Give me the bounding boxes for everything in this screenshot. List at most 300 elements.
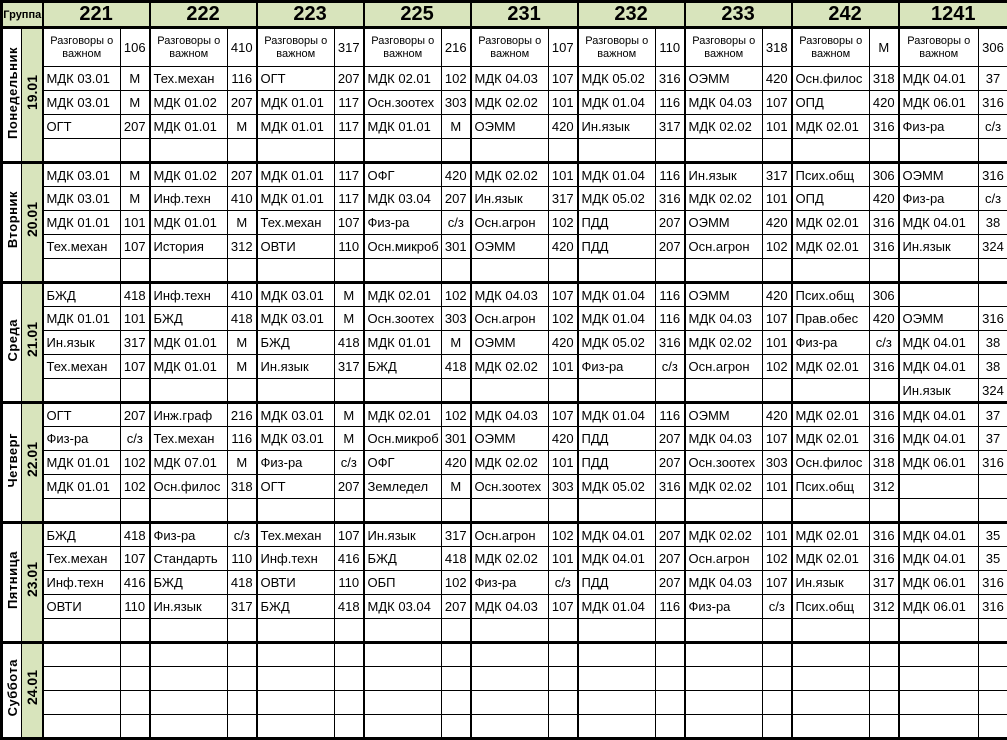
cell-subject[interactable]: МДК 06.01 (899, 451, 979, 475)
cell-subject[interactable] (685, 667, 763, 691)
cell-room[interactable]: 116 (228, 67, 257, 91)
cell-subject[interactable]: БЖД (364, 547, 442, 571)
cell-subject[interactable]: МДК 01.01 (150, 331, 228, 355)
cell-subject[interactable]: Осн.агрон (471, 211, 549, 235)
cell-subject[interactable] (364, 643, 442, 667)
cell-subject[interactable] (471, 139, 549, 163)
cell-room[interactable]: 107 (549, 28, 578, 67)
cell-subject[interactable]: МДК 02.01 (364, 67, 442, 91)
cell-room[interactable] (979, 139, 1007, 163)
cell-room[interactable] (549, 139, 578, 163)
cell-subject[interactable]: Осн.агрон (471, 307, 549, 331)
cell-subject[interactable]: Псих.общ (792, 163, 870, 187)
cell-room[interactable] (228, 715, 257, 739)
cell-subject[interactable] (150, 379, 228, 403)
cell-subject[interactable]: ОПД (792, 187, 870, 211)
cell-room[interactable]: 418 (228, 571, 257, 595)
cell-room[interactable]: М (228, 355, 257, 379)
cell-room[interactable]: 107 (335, 211, 364, 235)
day-cell[interactable] (2, 28, 22, 163)
cell-subject[interactable]: ОГТ (43, 115, 121, 139)
cell-room[interactable] (228, 691, 257, 715)
cell-subject[interactable]: МДК 02.01 (792, 427, 870, 451)
cell-room[interactable] (121, 643, 150, 667)
cell-subject[interactable]: ОВТИ (43, 595, 121, 619)
cell-subject[interactable]: МДК 01.01 (364, 331, 442, 355)
cell-subject[interactable]: Физ-ра (150, 523, 228, 547)
cell-subject[interactable] (257, 619, 335, 643)
cell-room[interactable] (549, 715, 578, 739)
cell-room[interactable] (870, 499, 899, 523)
cell-subject[interactable] (257, 715, 335, 739)
cell-subject[interactable] (792, 667, 870, 691)
cell-subject[interactable]: Осн.агрон (685, 355, 763, 379)
cell-room[interactable]: 207 (121, 115, 150, 139)
cell-subject[interactable]: Осн.филос (150, 475, 228, 499)
cell-subject[interactable]: МДК 03.01 (43, 187, 121, 211)
cell-subject[interactable] (471, 499, 549, 523)
cell-room[interactable] (121, 499, 150, 523)
cell-subject[interactable]: МДК 01.01 (257, 163, 335, 187)
cell-subject[interactable]: ОГТ (257, 67, 335, 91)
cell-subject[interactable]: Инф.техн (257, 547, 335, 571)
cell-subject[interactable]: ОЭММ (685, 67, 763, 91)
group-header[interactable]: 242 (792, 2, 899, 28)
cell-room[interactable] (121, 691, 150, 715)
cell-subject[interactable]: Осн.зоотех (364, 307, 442, 331)
cell-room[interactable] (335, 667, 364, 691)
cell-subject[interactable]: МДК 04.03 (685, 307, 763, 331)
cell-room[interactable]: 207 (228, 163, 257, 187)
cell-subject[interactable]: МДК 02.01 (792, 523, 870, 547)
cell-subject[interactable]: ОГТ (43, 403, 121, 427)
cell-room[interactable]: с/з (763, 595, 792, 619)
cell-room[interactable]: 418 (335, 595, 364, 619)
cell-room[interactable]: 116 (656, 403, 685, 427)
cell-subject[interactable]: Осн.микроб (364, 427, 442, 451)
cell-subject[interactable]: МДК 01.01 (257, 187, 335, 211)
cell-subject[interactable] (578, 715, 656, 739)
cell-room[interactable]: 116 (656, 307, 685, 331)
cell-subject[interactable]: БЖД (257, 595, 335, 619)
cell-room[interactable]: 316 (979, 163, 1007, 187)
cell-subject[interactable]: МДК 01.01 (150, 355, 228, 379)
cell-subject[interactable]: Ин.язык (685, 163, 763, 187)
cell-subject[interactable]: ОПД (792, 91, 870, 115)
cell-room[interactable]: 38 (979, 331, 1007, 355)
cell-room[interactable] (335, 619, 364, 643)
cell-room[interactable]: 420 (442, 163, 471, 187)
date-cell[interactable] (22, 643, 43, 739)
cell-subject[interactable] (899, 643, 979, 667)
group-header[interactable]: 223 (257, 2, 364, 28)
cell-room[interactable]: 420 (549, 331, 578, 355)
cell-room[interactable]: 207 (656, 547, 685, 571)
cell-room[interactable]: 420 (549, 427, 578, 451)
cell-room[interactable]: 35 (979, 523, 1007, 547)
cell-room[interactable] (870, 715, 899, 739)
cell-subject[interactable] (899, 715, 979, 739)
cell-room[interactable]: 410 (228, 28, 257, 67)
cell-room[interactable] (656, 619, 685, 643)
cell-room[interactable] (763, 667, 792, 691)
cell-room[interactable]: М (442, 331, 471, 355)
cell-room[interactable]: 102 (549, 211, 578, 235)
cell-subject[interactable]: Инф.техн (150, 283, 228, 307)
cell-room[interactable] (763, 619, 792, 643)
cell-subject[interactable] (899, 691, 979, 715)
cell-room[interactable]: 316 (870, 355, 899, 379)
cell-room[interactable]: 301 (442, 427, 471, 451)
cell-subject[interactable]: МДК 05.02 (578, 475, 656, 499)
cell-room[interactable] (549, 619, 578, 643)
cell-room[interactable]: 207 (121, 403, 150, 427)
cell-subject[interactable] (257, 379, 335, 403)
cell-room[interactable]: 102 (549, 307, 578, 331)
cell-subject[interactable]: Осн.зоотех (364, 91, 442, 115)
cell-subject[interactable]: Физ-ра (364, 211, 442, 235)
cell-room[interactable]: 306 (870, 163, 899, 187)
cell-room[interactable]: 317 (442, 523, 471, 547)
cell-room[interactable] (442, 643, 471, 667)
cell-subject[interactable]: Осн.агрон (685, 235, 763, 259)
cell-subject[interactable]: Земледел (364, 475, 442, 499)
cell-room[interactable]: 101 (549, 163, 578, 187)
cell-subject[interactable]: БЖД (257, 331, 335, 355)
cell-subject[interactable]: Тех.механ (43, 235, 121, 259)
cell-subject[interactable]: ОЭММ (471, 235, 549, 259)
cell-subject[interactable]: МДК 01.04 (578, 403, 656, 427)
cell-room[interactable] (442, 379, 471, 403)
cell-subject[interactable] (899, 499, 979, 523)
cell-subject[interactable]: МДК 02.02 (685, 331, 763, 355)
cell-subject[interactable] (150, 259, 228, 283)
cell-subject[interactable]: МДК 03.01 (257, 403, 335, 427)
cell-room[interactable]: с/з (979, 187, 1007, 211)
cell-subject[interactable]: БЖД (150, 307, 228, 331)
cell-room[interactable]: 107 (549, 283, 578, 307)
cell-room[interactable]: 316 (979, 307, 1007, 331)
cell-subject[interactable] (364, 691, 442, 715)
cell-room[interactable] (979, 667, 1007, 691)
cell-room[interactable]: 102 (442, 283, 471, 307)
cell-subject[interactable]: МДК 03.01 (257, 283, 335, 307)
cell-room[interactable] (335, 139, 364, 163)
cell-subject[interactable] (471, 715, 549, 739)
cell-room[interactable]: 101 (121, 211, 150, 235)
cell-room[interactable] (335, 499, 364, 523)
cell-subject[interactable]: МДК 04.01 (899, 67, 979, 91)
cell-subject[interactable]: МДК 02.02 (685, 115, 763, 139)
cell-room[interactable]: 207 (335, 475, 364, 499)
cell-room[interactable]: 37 (979, 403, 1007, 427)
cell-subject[interactable] (257, 667, 335, 691)
cell-room[interactable]: 117 (335, 163, 364, 187)
cell-subject[interactable] (150, 691, 228, 715)
cell-subject[interactable]: ОЭММ (471, 115, 549, 139)
cell-subject[interactable] (578, 619, 656, 643)
cell-room[interactable]: 102 (442, 571, 471, 595)
cell-room[interactable]: 101 (549, 547, 578, 571)
cell-room[interactable] (656, 691, 685, 715)
cell-room[interactable]: 116 (228, 427, 257, 451)
cell-subject[interactable] (43, 619, 121, 643)
cell-subject[interactable]: Осн.агрон (471, 523, 549, 547)
cell-room[interactable] (979, 259, 1007, 283)
cell-subject[interactable]: Тех.механ (257, 211, 335, 235)
cell-subject[interactable] (471, 619, 549, 643)
cell-room[interactable]: 207 (442, 595, 471, 619)
cell-room[interactable]: М (335, 307, 364, 331)
cell-subject[interactable]: МДК 01.01 (43, 475, 121, 499)
cell-room[interactable]: 324 (979, 379, 1007, 403)
cell-room[interactable] (979, 499, 1007, 523)
cell-room[interactable] (763, 139, 792, 163)
cell-subject[interactable]: Физ-ра (578, 355, 656, 379)
cell-subject[interactable] (792, 643, 870, 667)
cell-subject[interactable]: МДК 01.02 (150, 91, 228, 115)
cell-room[interactable] (121, 259, 150, 283)
cell-room[interactable]: 316 (979, 91, 1007, 115)
cell-subject[interactable] (578, 643, 656, 667)
cell-subject[interactable]: МДК 06.01 (899, 571, 979, 595)
cell-room[interactable]: 102 (442, 403, 471, 427)
cell-room[interactable]: 216 (442, 28, 471, 67)
cell-subject[interactable]: МДК 01.04 (578, 307, 656, 331)
cell-room[interactable] (979, 475, 1007, 499)
cell-room[interactable]: 102 (763, 355, 792, 379)
cell-subject[interactable] (685, 619, 763, 643)
cell-room[interactable]: 107 (763, 571, 792, 595)
group-header[interactable]: 1241 (899, 2, 1007, 28)
cell-room[interactable] (763, 691, 792, 715)
cell-subject[interactable]: МДК 02.02 (685, 187, 763, 211)
cell-subject[interactable]: МДК 01.01 (43, 307, 121, 331)
cell-room[interactable]: 101 (763, 475, 792, 499)
cell-room[interactable]: М (228, 115, 257, 139)
cell-subject[interactable]: Физ-ра (257, 451, 335, 475)
cell-room[interactable]: 107 (763, 427, 792, 451)
cell-room[interactable]: 101 (763, 331, 792, 355)
cell-subject[interactable]: МДК 04.03 (471, 403, 549, 427)
cell-subject[interactable]: Ин.язык (899, 235, 979, 259)
cell-subject[interactable]: Псих.общ (792, 595, 870, 619)
cell-subject[interactable]: Инф.техн (43, 571, 121, 595)
cell-subject[interactable]: МДК 02.02 (471, 451, 549, 475)
cell-room[interactable]: 420 (763, 67, 792, 91)
cell-subject[interactable] (685, 379, 763, 403)
day-cell[interactable] (2, 523, 22, 643)
cell-room[interactable]: М (335, 283, 364, 307)
cell-room[interactable]: М (121, 67, 150, 91)
cell-room[interactable]: 101 (763, 115, 792, 139)
cell-room[interactable] (335, 379, 364, 403)
cell-subject[interactable]: Псих.общ (792, 475, 870, 499)
cell-room[interactable]: 420 (549, 115, 578, 139)
cell-room[interactable]: 416 (335, 547, 364, 571)
cell-subject[interactable]: МДК 02.01 (364, 283, 442, 307)
cell-room[interactable]: 303 (442, 91, 471, 115)
cell-room[interactable] (228, 619, 257, 643)
cell-subject[interactable]: МДК 01.04 (578, 283, 656, 307)
cell-room[interactable] (656, 715, 685, 739)
cell-subject[interactable]: МДК 04.03 (471, 595, 549, 619)
cell-room[interactable] (763, 259, 792, 283)
cell-subject[interactable]: МДК 02.01 (364, 403, 442, 427)
cell-subject[interactable]: Ин.язык (471, 187, 549, 211)
cell-subject[interactable]: МДК 02.01 (792, 235, 870, 259)
cell-subject[interactable]: БЖД (43, 283, 121, 307)
cell-subject[interactable]: МДК 02.02 (471, 163, 549, 187)
cell-room[interactable]: 410 (228, 187, 257, 211)
cell-subject[interactable]: ПДД (578, 571, 656, 595)
cell-subject[interactable] (685, 259, 763, 283)
cell-subject[interactable] (578, 667, 656, 691)
cell-subject[interactable] (150, 499, 228, 523)
cell-room[interactable] (549, 499, 578, 523)
cell-subject[interactable] (578, 691, 656, 715)
cell-subject[interactable]: ОЭММ (685, 211, 763, 235)
cell-room[interactable] (979, 643, 1007, 667)
cell-room[interactable] (870, 643, 899, 667)
cell-subject[interactable]: МДК 03.04 (364, 187, 442, 211)
cell-room[interactable]: 38 (979, 355, 1007, 379)
cell-room[interactable] (442, 619, 471, 643)
cell-room[interactable] (442, 667, 471, 691)
cell-subject[interactable]: МДК 01.01 (257, 91, 335, 115)
corner-label[interactable]: Группа (2, 2, 43, 28)
cell-room[interactable]: с/з (549, 571, 578, 595)
cell-room[interactable]: 316 (870, 403, 899, 427)
cell-room[interactable]: 207 (656, 427, 685, 451)
day-cell[interactable] (2, 643, 22, 739)
cell-room[interactable]: 107 (549, 403, 578, 427)
cell-subject[interactable]: МДК 01.04 (578, 163, 656, 187)
cell-subject[interactable]: МДК 04.03 (685, 91, 763, 115)
cell-subject[interactable] (685, 139, 763, 163)
cell-subject[interactable]: МДК 04.01 (899, 355, 979, 379)
cell-subject[interactable] (685, 691, 763, 715)
cell-room[interactable] (228, 259, 257, 283)
cell-room[interactable]: с/з (870, 331, 899, 355)
cell-subject[interactable] (899, 283, 979, 307)
cell-subject[interactable]: БЖД (364, 355, 442, 379)
cell-subject[interactable]: ОБП (364, 571, 442, 595)
cell-room[interactable]: 316 (870, 211, 899, 235)
cell-subject[interactable]: Инж.граф (150, 403, 228, 427)
cell-subject[interactable] (257, 691, 335, 715)
cell-room[interactable]: 107 (121, 355, 150, 379)
cell-subject[interactable] (150, 715, 228, 739)
cell-subject[interactable]: Разговоры о важном (150, 28, 228, 67)
date-cell[interactable] (22, 28, 43, 163)
cell-room[interactable]: 318 (870, 67, 899, 91)
cell-room[interactable] (228, 499, 257, 523)
cell-room[interactable]: 207 (228, 91, 257, 115)
cell-subject[interactable]: Тех.механ (257, 523, 335, 547)
cell-room[interactable]: 420 (870, 307, 899, 331)
cell-room[interactable]: с/з (979, 115, 1007, 139)
cell-subject[interactable]: Разговоры о важном (471, 28, 549, 67)
cell-room[interactable]: М (121, 163, 150, 187)
cell-subject[interactable] (257, 259, 335, 283)
cell-room[interactable]: 207 (656, 571, 685, 595)
cell-room[interactable]: 420 (763, 211, 792, 235)
cell-subject[interactable] (150, 619, 228, 643)
cell-subject[interactable]: МДК 02.02 (685, 475, 763, 499)
cell-room[interactable]: 420 (442, 451, 471, 475)
cell-subject[interactable]: ОФГ (364, 163, 442, 187)
cell-subject[interactable] (578, 499, 656, 523)
cell-subject[interactable] (257, 499, 335, 523)
cell-subject[interactable]: ПДД (578, 427, 656, 451)
cell-subject[interactable]: МДК 02.02 (685, 523, 763, 547)
cell-room[interactable] (442, 139, 471, 163)
cell-room[interactable] (870, 667, 899, 691)
cell-room[interactable]: 107 (763, 91, 792, 115)
cell-subject[interactable]: МДК 05.02 (578, 331, 656, 355)
cell-room[interactable]: 418 (121, 523, 150, 547)
cell-subject[interactable] (364, 619, 442, 643)
cell-subject[interactable]: МДК 04.03 (471, 283, 549, 307)
cell-room[interactable]: М (121, 187, 150, 211)
cell-subject[interactable] (792, 259, 870, 283)
cell-room[interactable]: 116 (656, 283, 685, 307)
cell-subject[interactable] (364, 139, 442, 163)
cell-subject[interactable]: МДК 01.01 (150, 211, 228, 235)
cell-room[interactable] (549, 691, 578, 715)
cell-subject[interactable]: ОЭММ (471, 331, 549, 355)
cell-room[interactable]: с/з (656, 355, 685, 379)
cell-subject[interactable]: ОЭММ (685, 403, 763, 427)
cell-room[interactable]: М (228, 211, 257, 235)
cell-room[interactable] (763, 715, 792, 739)
cell-subject[interactable]: ОФГ (364, 451, 442, 475)
cell-room[interactable]: с/з (228, 523, 257, 547)
cell-subject[interactable]: ПДД (578, 235, 656, 259)
cell-room[interactable]: 418 (121, 283, 150, 307)
cell-subject[interactable] (43, 715, 121, 739)
cell-room[interactable]: 316 (870, 115, 899, 139)
group-header[interactable]: 221 (43, 2, 150, 28)
cell-subject[interactable]: Разговоры о важном (257, 28, 335, 67)
cell-subject[interactable]: Стандарть (150, 547, 228, 571)
date-cell[interactable] (22, 523, 43, 643)
cell-subject[interactable]: МДК 06.01 (899, 595, 979, 619)
cell-subject[interactable]: Ин.язык (150, 595, 228, 619)
cell-room[interactable]: 312 (870, 595, 899, 619)
cell-room[interactable]: 35 (979, 547, 1007, 571)
cell-room[interactable]: 418 (335, 331, 364, 355)
cell-subject[interactable] (43, 139, 121, 163)
cell-subject[interactable]: МДК 03.01 (257, 307, 335, 331)
cell-subject[interactable]: ОВТИ (257, 571, 335, 595)
cell-subject[interactable] (43, 643, 121, 667)
cell-subject[interactable]: МДК 04.01 (899, 331, 979, 355)
cell-room[interactable]: 116 (656, 91, 685, 115)
cell-room[interactable]: 107 (335, 523, 364, 547)
cell-subject[interactable]: МДК 01.04 (578, 595, 656, 619)
cell-room[interactable] (228, 667, 257, 691)
cell-room[interactable]: 207 (656, 211, 685, 235)
cell-room[interactable]: 418 (442, 355, 471, 379)
cell-subject[interactable]: МДК 04.01 (899, 523, 979, 547)
cell-subject[interactable]: Тех.механ (150, 67, 228, 91)
cell-room[interactable]: с/з (335, 451, 364, 475)
cell-room[interactable] (979, 283, 1007, 307)
cell-subject[interactable]: Осн.зоотех (471, 475, 549, 499)
cell-subject[interactable] (899, 667, 979, 691)
